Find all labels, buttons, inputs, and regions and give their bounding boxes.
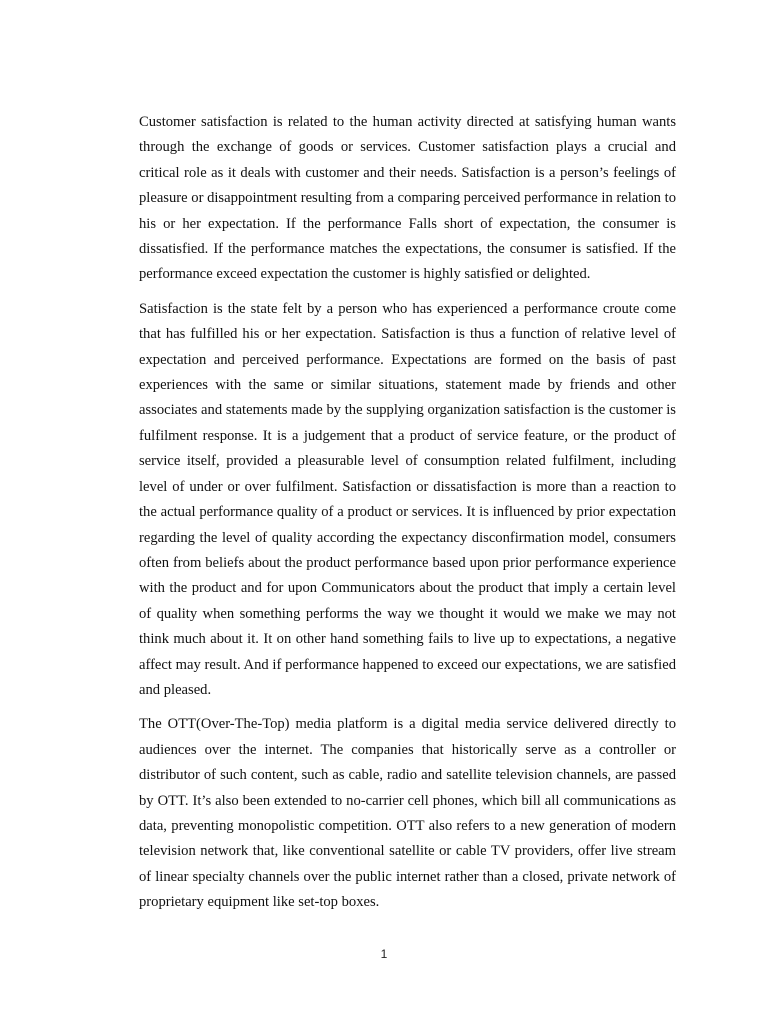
paragraph-ott-platform: The OTT(Over-The-Top) media platform is a digital media service delivered directly to audiences over the internet. The companies that historically serve as a controller or distributor of such content, such as cable, radio and satellite television channels, are passed by OTT. It’s also been extended to no-carrier cell phones, which bill all communications as data, preventing monopolistic competition. OTT also refers to a new generation of modern television network that, like conventional satellite or cable TV providers, offer live stream of linear specialty channels over the public internet rather than a closed, private network of proprietary equipment like set-top boxes. [139,716,676,911]
document-body [139,110,676,925]
paragraph-customer-satisfaction: Customer satisfaction is related to the human activity directed at satisfying human wants through the exchange of goods or services. Customer satisfaction plays a crucial and critical role as it deals with customer and their needs. Satisfaction is a person’s feelings of pleasure or disappointment resulting from a comparing perceived performance in relation to his or her expectation. If the performance Falls short of expectation, the consumer is dissatisfied. If the performance matches the expectations, the consumer is satisfied. If the performance exceed expectation the customer is highly satisfied or delighted. [139,114,676,283]
page-number: 1 [380,947,388,961]
paragraph-satisfaction-state: Satisfaction is the state felt by a person who has experienced a performance croute come that has fulfilled his or her expectation. Satisfaction is thus a function of relative level of expectation and perceived performance. Expectations are formed on the basis of past experiences with the same or similar situations, statement made by friends and other associates and statements made by the supplying organization satisfaction is the customer is fulfilment response. It is a judgement that a product of service feature, or the product of service itself, provided a pleasurable level of consumption related fulfilment, including level of under or over fulfilment. Satisfaction or dissatisfaction is more than a reaction to the actual performance quality of a product or services. It is influenced by prior expectation regarding the level of quality according the expectancy disconfirmation model, consumers often from beliefs about the product performance based upon prior performance experience with the product and for upon Communicators about the product that imply a certain level of quality when something performs the way we thought it would we make we may not think much about it. It on other hand something fails to live up to expectations, a negative affect may result. And if performance happened to exceed our expectations, we are satisfied and pleased. [139,300,676,698]
